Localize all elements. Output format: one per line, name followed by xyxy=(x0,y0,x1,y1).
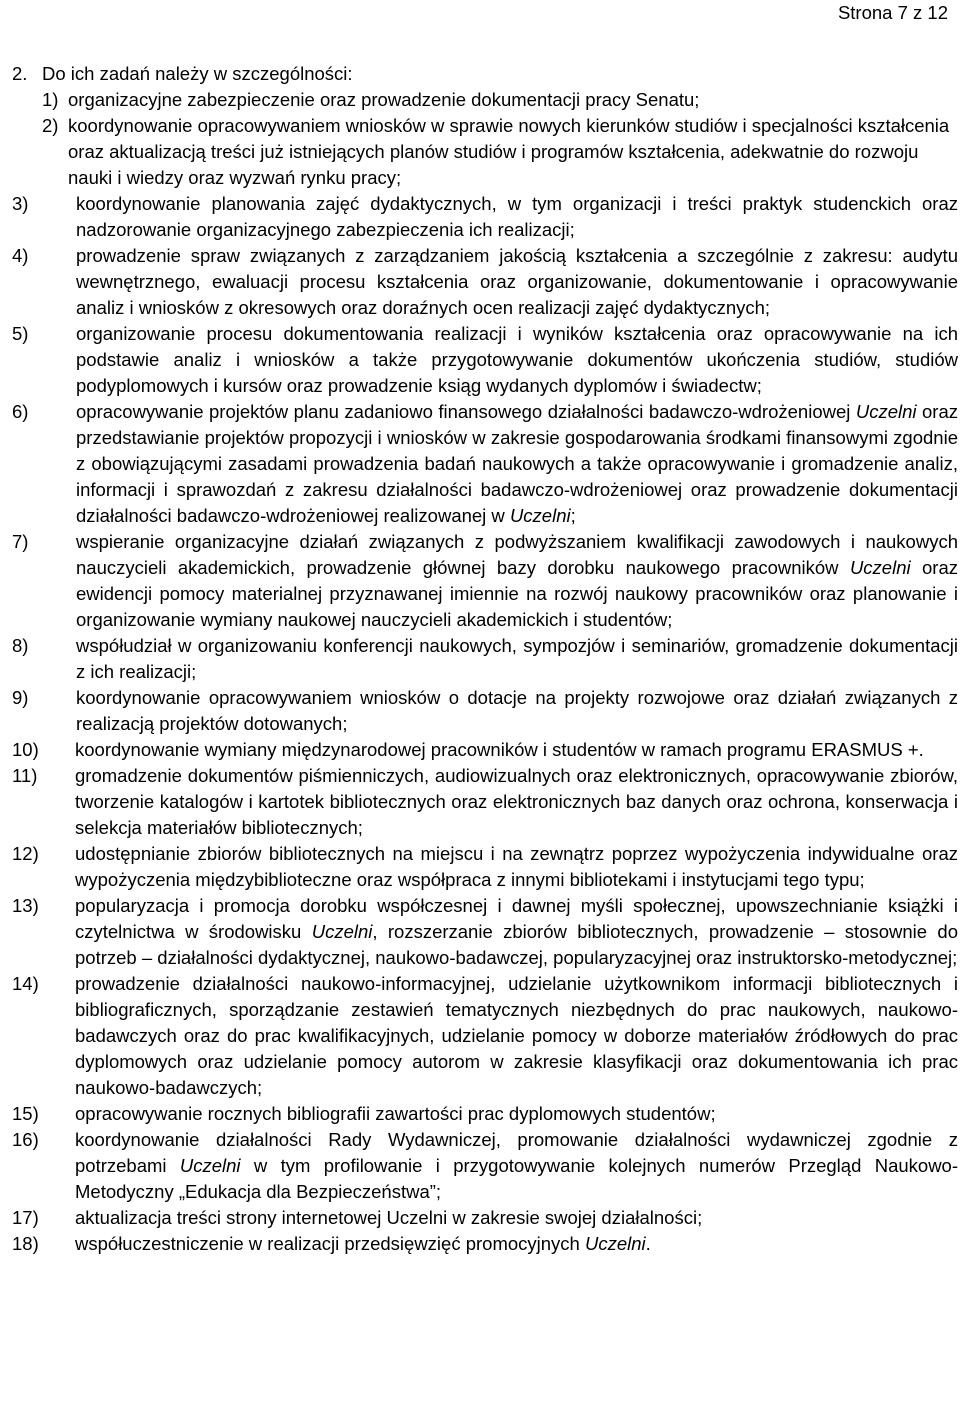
list-item-text-part: współudział w organizowaniu konferencji naukowych, sympozjów i seminariów, gromadzenie dokumentacji z ich realizacji; xyxy=(76,635,958,682)
section-2 xyxy=(12,61,958,1257)
list-item xyxy=(12,685,958,737)
list-item-text-part: ; xyxy=(570,505,576,526)
list-item xyxy=(12,87,958,113)
list-item-number: 12) xyxy=(12,843,39,864)
list-item-number: 15) xyxy=(12,1103,39,1124)
section-heading xyxy=(12,61,958,87)
list-item xyxy=(12,191,958,243)
list-item xyxy=(12,243,958,321)
list-item xyxy=(12,1205,958,1231)
section-number: 2. xyxy=(12,63,28,84)
list-item-number: 14) xyxy=(12,973,39,994)
list-item xyxy=(12,893,958,971)
list-item-text-part: gromadzenie dokumentów piśmienniczych, audiowizualnych oraz elektronicznych, opracowywanie zbiorów, tworzenie katalogów i kartotek bibliotecznych oraz elektronicznych baz danych oraz ochrona, konserwacja i selekcja materiałów bibliotecznych; xyxy=(75,765,958,838)
list-item xyxy=(12,633,958,685)
list-item-text xyxy=(68,113,958,191)
list-item-text-part: wspieranie organizacyjne działań związanych z podwyższaniem kwalifikacji zawodowych i naukowych nauczycieli akademickich, prowadzenie głównej bazy dorobku naukowego pracowników xyxy=(76,531,958,578)
list-item-text-part: oraz przedstawianie projektów propozycji i wniosków w zakresie gospodarowania środkami finansowymi zgodnie z obowiązującymi zasadami prowadzenia badań naukowych a także opracowywanie i gromadzenie analiz, informacji i sprawozdań z zakresu działalności badawczo-wdrożeniowej oraz prowadzenie dokumentacji działalności badawczo-wdrożeniowej realizowanej w xyxy=(76,401,959,526)
list-item xyxy=(12,1101,958,1127)
list-item-number: 1) xyxy=(42,89,59,110)
list-item-number: 10) xyxy=(12,739,39,760)
list-item-number: 18) xyxy=(12,1233,39,1254)
list-item-number: 3) xyxy=(12,193,29,214)
section-intro: Do ich zadań należy w szczególności: xyxy=(42,63,353,84)
list-item-text-part: oraz ewidencji pomocy materialnej przyznawanej imiennie na rozwój naukowy pracowników oraz planowanie i organizowanie wymiany naukowej nauczycieli akademickich i studentów; xyxy=(76,557,958,630)
list-item-number: 4) xyxy=(12,245,29,266)
list-item-text xyxy=(75,1231,958,1257)
list-item-text xyxy=(68,87,958,113)
task-list xyxy=(12,87,958,1257)
list-item xyxy=(12,841,958,893)
list-item-number: 5) xyxy=(12,323,29,344)
list-item-text xyxy=(75,763,958,841)
page-number-label: Strona 7 z 12 xyxy=(837,2,948,23)
list-item-text xyxy=(75,971,958,1101)
list-item xyxy=(12,971,958,1101)
list-item-text xyxy=(76,529,958,633)
list-item-text xyxy=(76,321,958,399)
list-item-text xyxy=(75,893,958,971)
uczelni-italic-term: Uczelni xyxy=(855,401,917,422)
list-item-text-part: w tym profilowanie i przygotowywanie kolejnych numerów Przegląd Naukowo-Metodyczny „Edukacja dla Bezpieczeństwa”; xyxy=(75,1155,959,1202)
list-item-number: 11) xyxy=(12,765,38,786)
list-item-text-part: koordynowanie wymiany międzynarodowej pracowników i studentów w ramach programu ERASMUS +. xyxy=(75,739,924,760)
list-item xyxy=(12,113,958,191)
list-item-text xyxy=(76,633,958,685)
list-item-text-part: prowadzenie działalności naukowo-informacyjnej, udzielanie użytkownikom informacji bibliotecznych i bibliograficznych, sporządzanie zestawień tematycznych niezbędnych do prac naukowych, naukowo-badawczych oraz do prac kwalifikacyjnych, udzielanie pomocy w doborze materiałów źródłowych do prac dyplomowych oraz udzielanie pomocy autorom w zakresie klasyfikacji oraz dokumentowania ich prac naukowo-badawczych; xyxy=(75,973,958,1098)
list-item-text-part: . xyxy=(645,1233,651,1254)
list-item xyxy=(12,763,958,841)
list-item-text xyxy=(75,1101,958,1127)
list-item-text-part: aktualizacja treści strony internetowej Uczelni w zakresie swojej działalności; xyxy=(75,1207,703,1228)
uczelni-italic-term: Uczelni xyxy=(849,557,911,578)
uczelni-italic-term: Uczelni xyxy=(509,505,571,526)
list-item-text-part: udostępnianie zbiorów bibliotecznych na miejscu i na zewnątrz poprzez wypożyczenia indywidualne oraz wypożyczenia międzybiblioteczne oraz współpraca z innymi bibliotekami i instytucjami tego typu; xyxy=(75,843,958,890)
list-item-text xyxy=(75,1205,958,1231)
list-item-number: 6) xyxy=(12,401,29,422)
list-item-text xyxy=(76,685,958,737)
list-item-text-part: , rozszerzanie zbiorów bibliotecznych, prowadzenie – stosownie do potrzeb – działalności dydaktycznej, naukowo-badawczej, popularyzacyjnej oraz instruktorsko-metodycznej; xyxy=(75,921,959,968)
list-item-text xyxy=(76,399,958,529)
uczelni-italic-term: Uczelni xyxy=(584,1233,646,1254)
list-item-text xyxy=(76,243,958,321)
list-item-number: 13) xyxy=(12,895,39,916)
list-item-number: 8) xyxy=(12,635,29,656)
list-item-text-part: koordynowanie opracowywaniem wniosków w sprawie nowych kierunków studiów i specjalności kształcenia oraz aktualizacją treści już istniejących planów studiów i programów kształcenia, adekwatnie do rozwoju nauki i wiedzy oraz wyzwań rynku pracy; xyxy=(68,115,950,188)
list-item xyxy=(12,1231,958,1257)
list-item-text-part: koordynowanie planowania zajęć dydaktycznych, w tym organizacji i treści praktyk studenckich oraz nadzorowanie organizacyjnego zabezpieczenia ich realizacji; xyxy=(76,193,958,240)
list-item-number: 9) xyxy=(12,687,29,708)
list-item-text-part: koordynowanie opracowywaniem wniosków o dotacje na projekty rozwojowe oraz działań związanych z realizacją projektów dotowanych; xyxy=(76,687,958,734)
uczelni-italic-term: Uczelni xyxy=(311,921,373,942)
list-item xyxy=(12,1127,958,1205)
list-item-text-part: organizowanie procesu dokumentowania realizacji i wyników kształcenia oraz opracowywanie na ich podstawie analiz i wniosków a także przygotowywanie dokumentów ukończenia studiów, studiów podyplomowych i kursów oraz prowadzenie ksiąg wydanych dyplomów i świadectw; xyxy=(76,323,958,396)
list-item-text-part: współuczestniczenie w realizacji przedsięwzięć promocyjnych xyxy=(75,1233,585,1254)
list-item-text-part: koordynowanie działalności Rady Wydawniczej, promowanie działalności wydawniczej zgodnie z potrzebami xyxy=(75,1129,958,1176)
list-item-number: 7) xyxy=(12,531,29,552)
list-item xyxy=(12,737,958,763)
list-item-text xyxy=(75,737,958,763)
uczelni-italic-term: Uczelni xyxy=(179,1155,241,1176)
list-item-text-part: prowadzenie spraw związanych z zarządzaniem jakością kształcenia a szczególnie z zakresu: audytu wewnętrznego, ewaluacji procesu kształcenia oraz organizowanie, dokumentowanie i opracowywanie analiz i wniosków z okresowych oraz doraźnych ocen realizacji zajęć dydaktycznych; xyxy=(76,245,958,318)
list-item-text xyxy=(75,841,958,893)
list-item-text-part: popularyzacja i promocja dorobku współczesnej i dawnej myśli społecznej, upowszechnianie książki i czytelnictwa w środowisku xyxy=(75,895,958,942)
list-item-text xyxy=(75,1127,958,1205)
list-item xyxy=(12,529,958,633)
list-item-text-part: opracowywanie rocznych bibliografii zawartości prac dyplomowych studentów; xyxy=(75,1103,716,1124)
list-item-text-part: opracowywanie projektów planu zadaniowo finansowego działalności badawczo-wdrożeniowej xyxy=(76,401,856,422)
list-item xyxy=(12,321,958,399)
list-item-text xyxy=(76,191,958,243)
list-item-number: 2) xyxy=(42,115,59,136)
list-item xyxy=(12,399,958,529)
list-item-number: 16) xyxy=(12,1129,39,1150)
list-item-text-part: organizacyjne zabezpieczenie oraz prowadzenie dokumentacji pracy Senatu; xyxy=(68,89,700,110)
list-item-number: 17) xyxy=(12,1207,39,1228)
